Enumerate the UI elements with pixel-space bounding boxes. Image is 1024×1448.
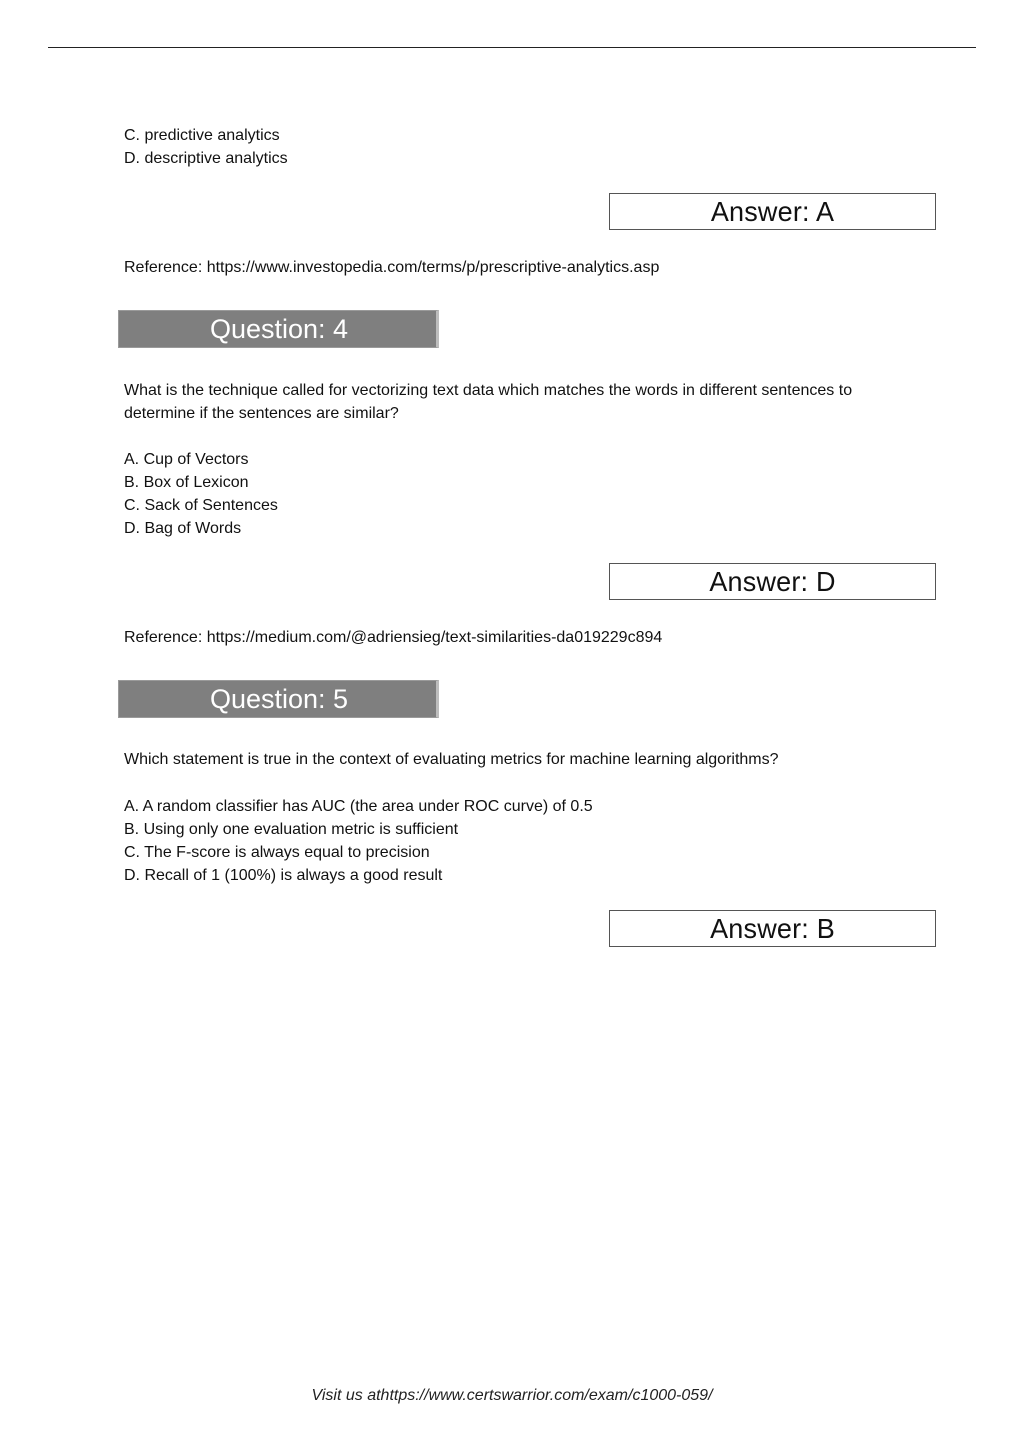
answer-text: Answer: A: [710, 196, 835, 228]
question-title: Question: 5: [209, 684, 349, 714]
answer-box: [609, 563, 936, 600]
answer-box: [609, 193, 936, 230]
option-a: A. Cup of Vectors: [124, 451, 249, 468]
header-rule: [48, 47, 976, 48]
option-d: D. Recall of 1 (100%) is always a good result: [124, 867, 443, 884]
option-d: D. Bag of Words: [124, 520, 242, 537]
option-a: A. A random classifier has AUC (the area under ROC curve) of 0.5: [124, 798, 593, 815]
reference-text: Reference: https://www.investopedia.com/terms/p/prescriptive-analytics.asp: [124, 259, 660, 276]
reference-text: Reference: https://medium.com/@adriensieg/text-similarities-da019229c894: [124, 629, 663, 646]
question-title: Question: 4: [209, 314, 349, 344]
question-header: [118, 680, 439, 718]
option-b: B. Box of Lexicon: [124, 474, 249, 491]
footer-link-text[interactable]: Visit us athttps://www.certswarrior.com/exam/c1000-059/: [311, 1387, 713, 1404]
question-text: Which statement is true in the context of evaluating metrics for machine learning algorithms?: [124, 751, 779, 768]
answer-text: Answer: B: [710, 913, 835, 945]
question-header: [118, 310, 439, 348]
answer-box: [609, 910, 936, 947]
option-b: B. Using only one evaluation metric is sufficient: [124, 821, 459, 838]
option-d: D. descriptive analytics: [124, 150, 288, 167]
question-text-continued: determine if the sentences are similar?: [124, 405, 399, 422]
option-c: C. predictive analytics: [124, 127, 280, 144]
option-c: C. Sack of Sentences: [124, 497, 278, 514]
question-text: What is the technique called for vectorizing text data which matches the words in different sentences to: [124, 382, 853, 399]
option-c: C. The F-score is always equal to precision: [124, 844, 430, 861]
answer-text: Answer: D: [709, 566, 836, 598]
